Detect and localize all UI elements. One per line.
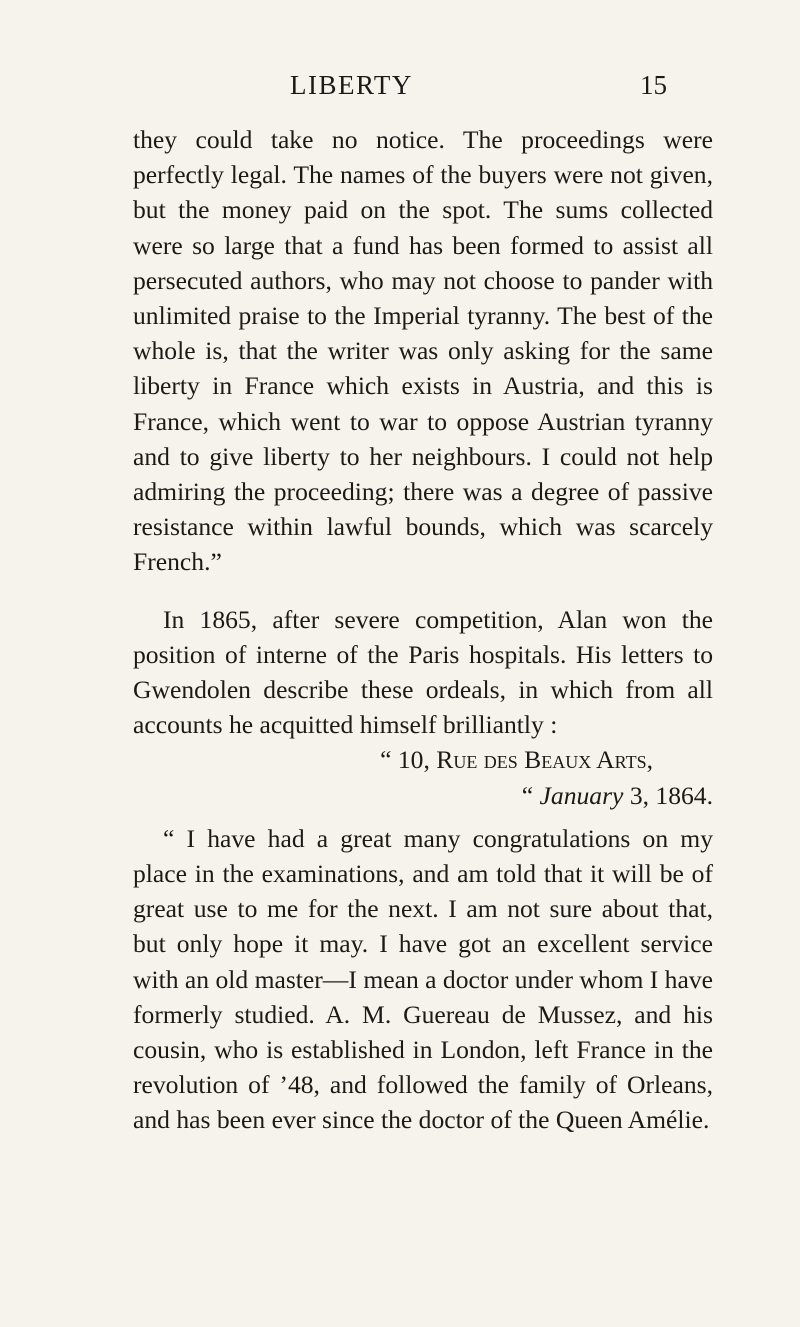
paragraph-alan-interne: In 1865, after severe competition, Alan won the position of interne of the Paris hospitals. His letters to Gwendolen describe these ordeals, in which from all accounts he acquitted himself brilliantly : bbox=[133, 604, 713, 740]
paragraph-continuation: they could take no notice. The proceedings were perfectly legal. The names of the buyers were not given, but the money paid on the spot. The sums collected were so large that a fund has been formed to assist all persecuted authors, who may not choose to pander with unlimited praise to the Imperial tyranny. The best of the whole is, that the writer was only asking for the same liberty in France which exists in Austria, and this is France, which went to war to oppose Austrian tyranny and to give liberty to her neighbours. I could not help admiring the proceeding; there was a degree of passive resistance within lawful bounds, which was scarcely French.” bbox=[133, 125, 713, 577]
letter-date-quote: “ bbox=[521, 780, 540, 810]
letter-date-month: January bbox=[539, 780, 624, 810]
page-header bbox=[0, 70, 800, 110]
running-head: LIBERTY bbox=[290, 70, 413, 100]
letter-address-prefix: “ 10, bbox=[380, 745, 437, 775]
page-number: 15 bbox=[640, 70, 667, 100]
letter-address-street: Rue des Beaux Arts, bbox=[436, 745, 653, 775]
body-text bbox=[133, 122, 713, 1138]
letter-date-rest: 3, 1864. bbox=[623, 780, 713, 810]
letter-address bbox=[133, 742, 713, 777]
letter-heading bbox=[133, 742, 713, 812]
letter-date bbox=[133, 778, 713, 813]
paragraph-letter-body: “ I have had a great many congratulations on my place in the examinations, and am told that it will be of great use to me for the next. I am not sure about that, but only hope it may. I have got an excellent service with an old master—I mean a doctor under whom I have formerly studied. A. M. Guereau de Mussez, and his cousin, who is established in London, left France in the revolution of ’48, and followed the family of Orleans, and has been ever since the doctor of the Queen Amélie. bbox=[133, 823, 713, 1135]
